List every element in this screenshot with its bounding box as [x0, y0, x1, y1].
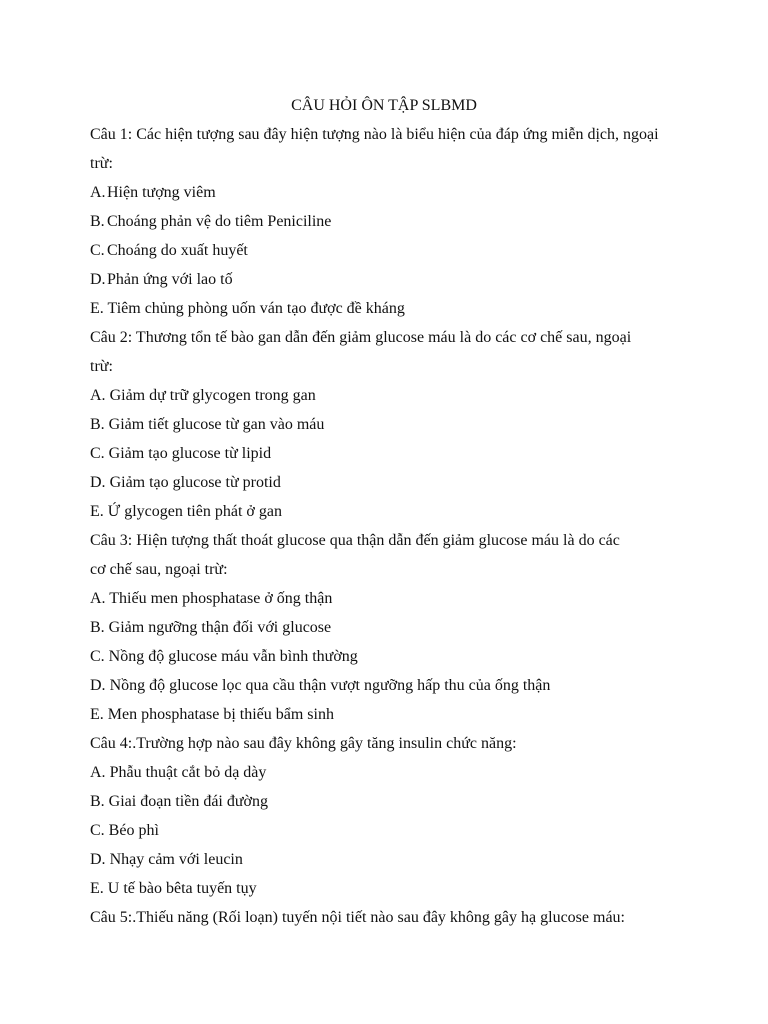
document-title: CÂU HỎI ÔN TẬP SLBMD	[291, 97, 477, 114]
option-letter: A.	[90, 184, 106, 201]
option-text: Ứ glycogen tiên phát ở gan	[103, 503, 282, 520]
document-body	[90, 120, 690, 932]
option-letter: B.	[90, 793, 105, 810]
option-letter: E.	[90, 706, 104, 723]
question-2	[90, 323, 690, 526]
option-text: Nồng độ glucose máu vẫn bình thường	[104, 648, 358, 665]
answer-option-d	[90, 671, 690, 700]
answer-option-a	[90, 758, 690, 787]
option-text: Giảm dự trữ glycogen trong gan	[105, 387, 316, 404]
option-letter: B.	[90, 619, 105, 636]
question-stem-line: Câu 2: Thương tổn tế bào gan dẫn đến giảm glucose máu là do các cơ chế sau, ngoại	[90, 329, 632, 346]
answer-option-e	[90, 874, 690, 903]
answer-option-a	[90, 584, 690, 613]
option-text: Giảm ngưỡng thận đối với glucose	[104, 619, 332, 636]
option-text: Hiện tượng viêm	[107, 184, 216, 201]
option-letter: C.	[90, 242, 105, 259]
option-letter: B.	[90, 213, 105, 230]
question-1	[90, 120, 690, 323]
answer-option-b	[90, 207, 690, 236]
option-letter: E.	[90, 300, 104, 317]
option-letter: A.	[90, 764, 106, 781]
answer-option-d	[90, 845, 690, 874]
answer-option-e	[90, 700, 690, 729]
question-stem-line: trừ:	[90, 155, 113, 172]
option-letter: C.	[90, 648, 105, 665]
answer-option-c	[90, 439, 690, 468]
question-stem-line: Câu 4:.Trường hợp nào sau đây không gây tăng insulin chức năng:	[90, 735, 517, 752]
option-text: Giảm tạo glucose từ lipid	[104, 445, 272, 462]
answer-option-c	[90, 236, 690, 265]
answer-option-d	[90, 468, 690, 497]
option-text: Nồng độ glucose lọc qua cầu thận vượt ngưỡng hấp thu của ống thận	[105, 677, 551, 694]
option-text: Thiếu men phosphatase ở ống thận	[105, 590, 333, 607]
option-text: Giảm tiết glucose từ gan vào máu	[104, 416, 325, 433]
question-stem-line: Câu 5:.Thiếu năng (Rối loạn) tuyến nội tiết nào sau đây không gây hạ glucose máu:	[90, 909, 625, 926]
option-letter: D.	[90, 677, 106, 694]
option-text: Phản ứng với lao tố	[107, 271, 233, 288]
option-text: Choáng do xuất huyết	[107, 242, 248, 259]
option-text: Men phosphatase bị thiếu bẩm sinh	[103, 706, 334, 723]
question-4	[90, 729, 690, 903]
option-letter: D.	[90, 474, 106, 491]
option-text: Giảm tạo glucose từ protid	[105, 474, 281, 491]
answer-option-b	[90, 787, 690, 816]
answer-option-c	[90, 642, 690, 671]
option-text: Phẫu thuật cắt bỏ dạ dày	[105, 764, 267, 781]
option-text: U tế bào bêta tuyến tụy	[103, 880, 257, 897]
option-letter: E.	[90, 880, 104, 897]
answer-option-b	[90, 613, 690, 642]
option-letter: A.	[90, 387, 106, 404]
option-text: Tiêm chủng phòng uốn ván tạo được đề kháng	[103, 300, 405, 317]
option-text: Choáng phản vệ do tiêm Peniciline	[107, 213, 332, 230]
option-letter: E.	[90, 503, 104, 520]
option-letter: B.	[90, 416, 105, 433]
question-stem-line: cơ chế sau, ngoại trừ:	[90, 561, 228, 578]
question-stem-line: Câu 3: Hiện tượng thất thoát glucose qua thận dẫn đến giảm glucose máu là do các	[90, 532, 620, 549]
option-text: Giai đoạn tiền đái đường	[104, 793, 268, 810]
option-letter: C.	[90, 822, 105, 839]
answer-option-e	[90, 294, 690, 323]
answer-option-d	[90, 265, 690, 294]
option-letter: C.	[90, 445, 105, 462]
answer-option-a	[90, 178, 690, 207]
option-letter: A.	[90, 590, 106, 607]
answer-option-c	[90, 816, 690, 845]
option-text: Nhạy cảm với leucin	[105, 851, 243, 868]
option-text: Béo phì	[104, 822, 159, 839]
option-letter: D.	[90, 271, 106, 288]
answer-option-a	[90, 381, 690, 410]
answer-option-e	[90, 497, 690, 526]
option-letter: D.	[90, 851, 106, 868]
question-3	[90, 526, 690, 729]
question-stem-line: Câu 1: Các hiện tượng sau đây hiện tượng nào là biểu hiện của đáp ứng miễn dịch, ngoại	[90, 126, 659, 143]
answer-option-b	[90, 410, 690, 439]
question-5	[90, 903, 690, 932]
question-stem-line: trừ:	[90, 358, 113, 375]
